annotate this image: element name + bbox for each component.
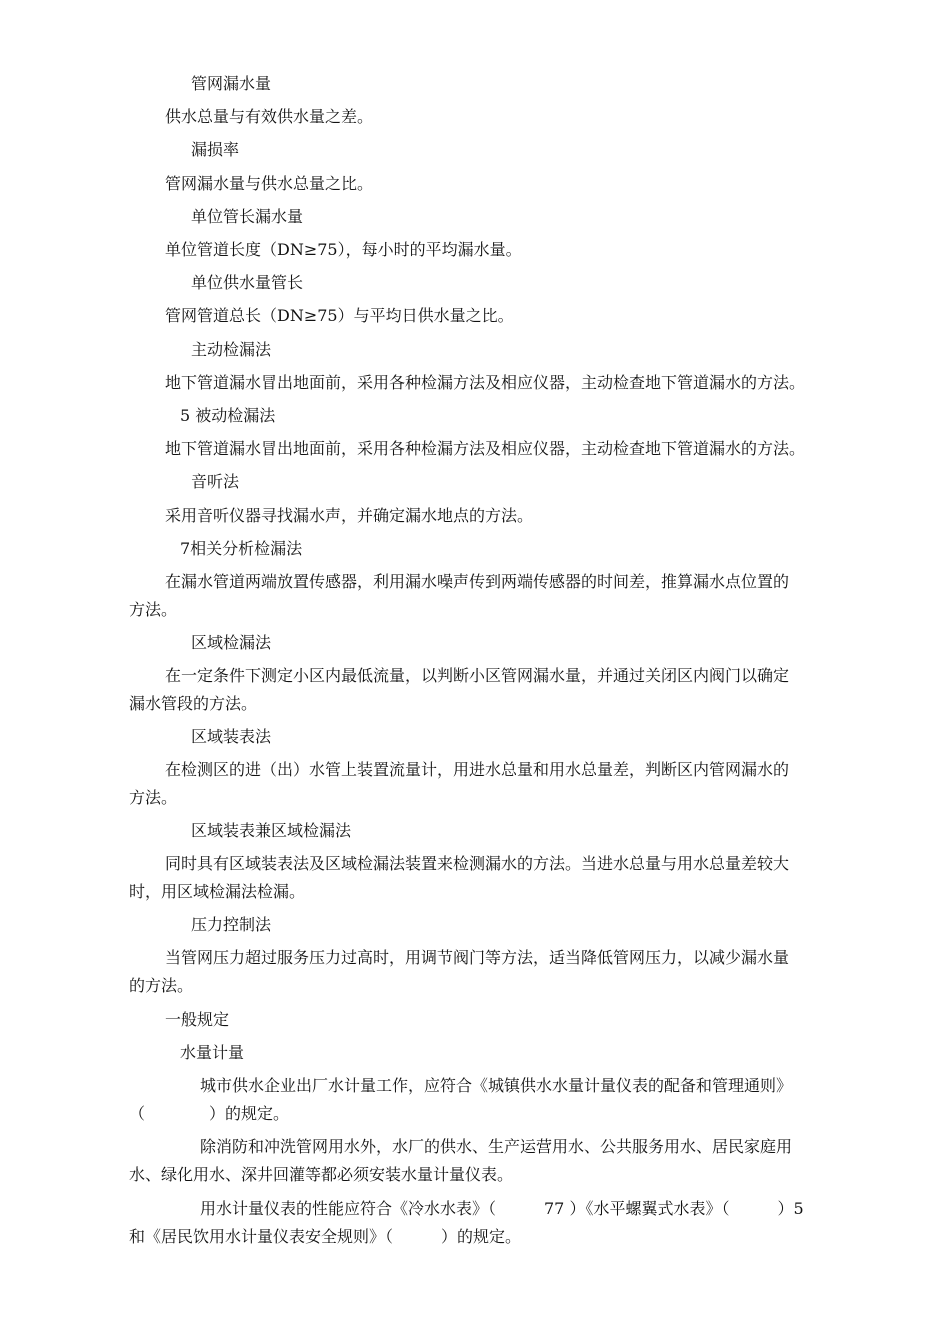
term-definition-line: 同时具有区域装表法及区域检漏法装置来检测漏水的方法。当进水总量与用水总量差较大 [165,854,790,873]
term-definition-line: 的方法。 [129,976,194,995]
term-definition: 地下管道漏水冒出地面前，采用各种检漏方法及相应仪器，主动检查地下管道漏水的方法。 [165,373,806,392]
term-definition: 管网漏水量与供水总量之比。 [165,174,374,193]
term-title: 管网漏水量 [191,74,272,93]
term-title: 音听法 [191,472,240,491]
paragraph-line: 和《居民饮用水计量仪表安全规则》（ ）的规定。 [129,1227,522,1246]
term-definition-line: 当管网压力超过服务压力过高时，用调节阀门等方法，适当降低管网压力，以减少漏水量 [165,948,790,967]
term-definition-line: 在一定条件下测定小区内最低流量，以判断小区管网漏水量，并通过关闭区内阀门以确定 [165,666,790,685]
term-definition: 单位管道长度（DN≥75），每小时的平均漏水量。 [165,240,522,259]
term-title: 漏损率 [191,140,240,159]
term-title: 区域装表兼区域检漏法 [191,821,352,840]
term-definition-line: 在漏水管道两端放置传感器，利用漏水噪声传到两端传感器的时间差，推算漏水点位置的 [165,572,790,591]
term-title: 压力控制法 [191,915,272,934]
section-subheading: 水量计量 [180,1043,245,1062]
term-definition: 管网管道总长（DN≥75）与平均日供水量之比。 [165,306,514,325]
term-title: 区域装表法 [191,727,272,746]
term-title: 7相关分析检漏法 [180,539,303,558]
term-title: 5 被动检漏法 [180,406,276,425]
term-definition: 供水总量与有效供水量之差。 [165,107,374,126]
paragraph-line: 水、绿化用水、深井回灌等都必须安装水量计量仪表。 [129,1165,514,1184]
paragraph-line: 除消防和冲洗管网用水外，水厂的供水、生产运营用水、公共服务用水、居民家庭用 [200,1137,793,1156]
paragraph-line: （ ）的规定。 [129,1104,290,1123]
term-definition: 采用音听仪器寻找漏水声，并确定漏水地点的方法。 [165,506,534,525]
paragraph-line: 用水计量仪表的性能应符合《冷水水表》（ 77 ）《水平螺翼式水表》（ ）5 [200,1199,804,1218]
term-definition-line: 方法。 [129,600,178,619]
paragraph-line: 城市供水企业出厂水计量工作，应符合《城镇供水水量计量仪表的配备和管理通则》 [200,1076,793,1095]
section-heading: 一般规定 [165,1010,230,1029]
term-definition-line: 在检测区的进（出）水管上装置流量计，用进水总量和用水总量差，判断区内管网漏水的 [165,760,790,779]
term-title: 区域检漏法 [191,633,272,652]
term-definition-line: 方法。 [129,788,178,807]
term-definition: 地下管道漏水冒出地面前，采用各种检漏方法及相应仪器，主动检查地下管道漏水的方法。 [165,439,806,458]
term-title: 单位供水量管长 [191,273,304,292]
term-title: 单位管长漏水量 [191,207,304,226]
term-definition-line: 时，用区域检漏法检漏。 [129,882,306,901]
term-title: 主动检漏法 [191,340,272,359]
term-definition-line: 漏水管段的方法。 [129,694,258,713]
